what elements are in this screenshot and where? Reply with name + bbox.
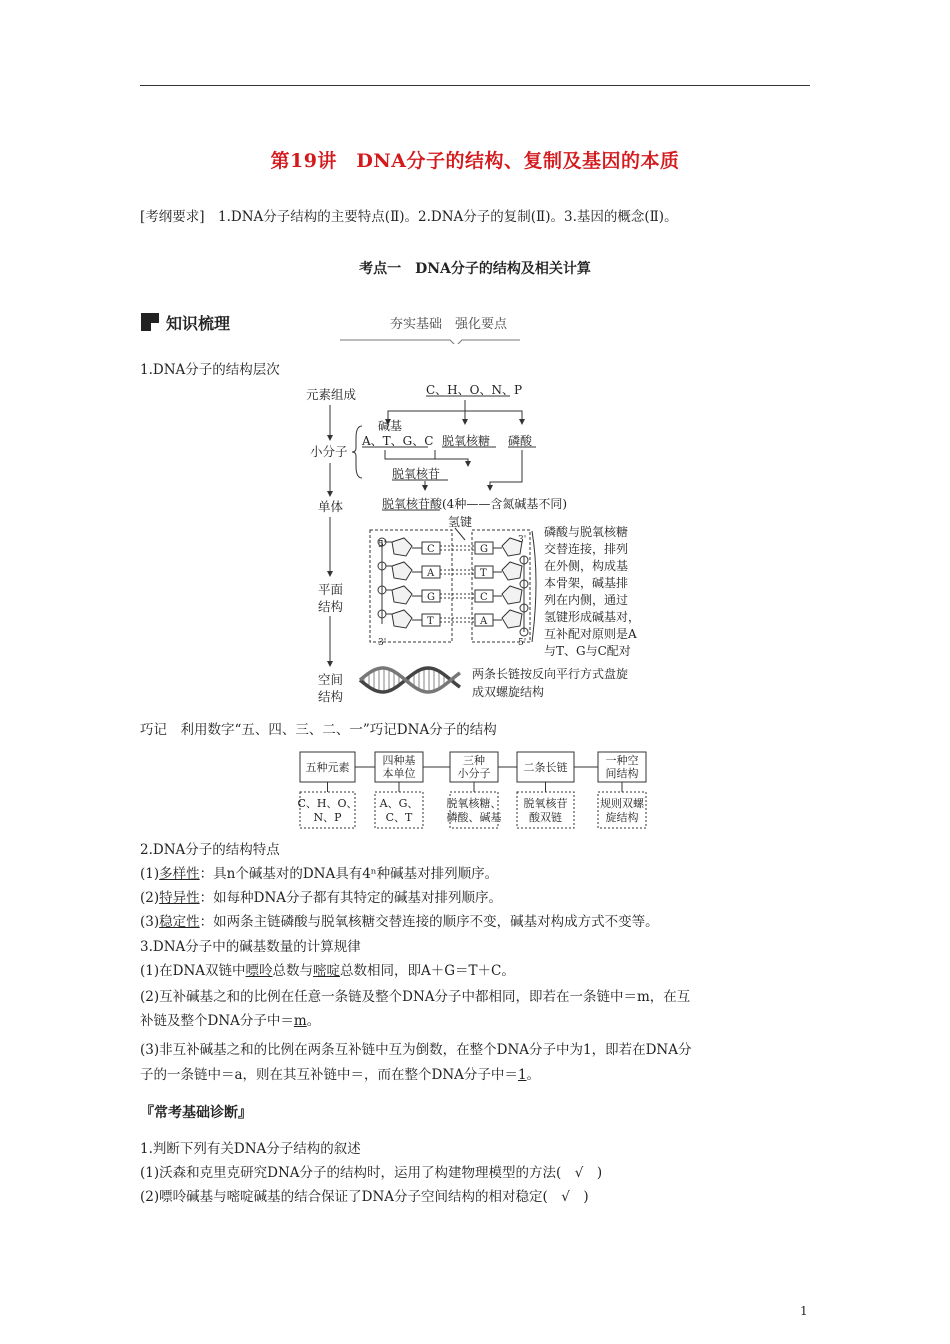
- mnemonic-top-text: 三种: [463, 754, 485, 767]
- level-small-molecule: 小分子: [310, 444, 348, 459]
- base-left-letter: A: [427, 568, 435, 579]
- dna-double-strand: [370, 530, 530, 642]
- question-1: (1)沃森和克里克研究DNA分子的结构时，运用了构建物理模型的方法( √ ): [140, 1165, 603, 1181]
- base-right-letter: C: [480, 592, 488, 603]
- side-text-0: 磷酸与脱氧核糖: [544, 525, 629, 539]
- dna-structure-diagram: [300, 380, 660, 715]
- top-rule: [140, 85, 810, 86]
- side-text-4: 列在内侧，通过: [544, 593, 629, 607]
- mnemonic-bottom-text: C、T: [385, 811, 413, 824]
- mnemonic-bottom-text: 脱氧核苷: [523, 797, 568, 810]
- text-span: 总数与: [272, 963, 314, 979]
- sugar-left: [392, 562, 412, 580]
- level-plane-2: 结构: [318, 599, 344, 614]
- para-2-title: 2.DNA分子的结构特点: [140, 842, 280, 858]
- question-title: 1.判断下列有关DNA分子结构的叙述: [140, 1141, 361, 1157]
- text-span: 补链及整个DNA分子中＝: [140, 1013, 294, 1029]
- sugar-left: [392, 586, 412, 604]
- helix-strand-2: [360, 668, 460, 692]
- text-span: 总数相同，即A＋G＝T＋C。: [340, 963, 515, 979]
- side-text-1: 交替连接，排列: [544, 542, 629, 556]
- sugar-right: [502, 562, 522, 580]
- base-label: 碱基: [378, 419, 403, 433]
- text-span: 子的一条链中＝a，则在其互补链中＝，而在整个DNA分子中＝: [140, 1067, 518, 1083]
- section-heading: 考点一 DNA分子的结构及相关计算: [359, 261, 591, 277]
- section-subtitle: 夯实基础 强化要点: [390, 317, 508, 332]
- section-label: 知识梳理: [166, 314, 231, 333]
- side-text-2: 在外侧，构成基: [544, 559, 629, 573]
- mnemonic-top-text: 五种元素: [305, 761, 350, 774]
- base-right-letter: T: [480, 568, 487, 579]
- keyword-purine: 嘌呤: [245, 963, 273, 979]
- text-span: 。: [306, 1013, 321, 1029]
- sugar-left: [392, 538, 412, 556]
- sugar-left: [392, 610, 412, 628]
- side-text-5: 氢键形成碱基对，: [544, 610, 641, 624]
- mnemonic-bottom-text: 磷酸、碱基: [446, 811, 502, 824]
- mnemonic-top-text: 小分子: [457, 767, 491, 780]
- item-text: ：如两条主链磷酸与脱氧核糖交替连接的顺序不变，碱基对构成方式不变等。: [199, 914, 659, 930]
- elements-text: C、H、O、N、P: [426, 383, 523, 397]
- phosphate-text: 磷酸: [508, 434, 533, 448]
- mnemonic-top-text: 本单位: [382, 767, 416, 780]
- page-title: 第19讲 DNA分子的结构、复制及基因的本质: [270, 150, 680, 172]
- keyword-diversity: 多样性: [159, 866, 200, 882]
- item-prefix: (3): [140, 914, 160, 930]
- mnemonic-bottom-text: N、P: [313, 811, 342, 824]
- para-3-3a: (3)非互补碱基之和的比例在两条互补链中互为倒数，在整个DNA分子中为1，即若在DNA分: [140, 1042, 692, 1058]
- side-text-3: 本骨架，碱基排: [544, 576, 629, 590]
- helix-strand-1: [360, 668, 460, 692]
- level-element: 元素组成: [306, 387, 357, 402]
- exam-requirements: [考纲要求] 1.DNA分子结构的主要特点(Ⅱ)。2.DNA分子的复制(Ⅱ)。3.基因的概念(Ⅱ)。: [140, 209, 678, 225]
- text-span: (1)在DNA双链中: [140, 963, 246, 979]
- nucleotide-text: 脱氧核苷酸(4种——含氮碱基不同): [382, 497, 567, 511]
- sugar-text: 脱氧核糖: [442, 434, 491, 448]
- mnemonic-bottom-text: A、G、: [379, 797, 419, 810]
- page-number: 1: [800, 1304, 808, 1318]
- base-left-letter: C: [427, 544, 435, 555]
- nucleoside-text: 脱氧核苷: [392, 467, 441, 481]
- item-text: ：如每种DNA分子都有其特定的碱基对排列顺序。: [199, 890, 503, 906]
- para-3-3b: [140, 1065, 540, 1085]
- knowledge-section-header: [140, 310, 520, 340]
- level-space-1: 空间: [318, 672, 344, 687]
- mnemonic-bottom-text: C、H、O、: [297, 797, 358, 810]
- keyword-specificity: 特异性: [159, 890, 200, 906]
- keyword-one: 1: [517, 1067, 527, 1083]
- mnemonic-top-text: 二条长链: [523, 761, 568, 774]
- bases-text: A、T、G、C: [362, 434, 434, 448]
- mnemonic-boxes: [295, 748, 655, 832]
- label-5prime-top: 5': [378, 540, 387, 550]
- mnemonic-top-text: 一种空: [605, 754, 639, 767]
- item-prefix: (1): [140, 866, 160, 882]
- helix-text-0: 两条长链按反向平行方式盘旋: [472, 667, 629, 681]
- keyword-stability: 稳定性: [159, 914, 200, 930]
- hydrogen-bond-label: 氢键: [448, 515, 473, 529]
- keyword-pyrimidine: 嘧啶: [313, 963, 341, 979]
- text-span: 。: [526, 1067, 541, 1083]
- level-space-2: 结构: [318, 689, 344, 704]
- mnemonic-top-text: 间结构: [605, 767, 639, 780]
- level-monomer: 单体: [318, 499, 344, 514]
- label-3prime-top: 3': [518, 535, 527, 545]
- base-right-letter: A: [480, 616, 488, 627]
- item-text: ：具n个碱基对的DNA具有4ⁿ种碱基对排列顺序。: [199, 866, 499, 882]
- para-3-2a: (2)互补碱基之和的比例在任意一条链及整个DNA分子中都相同，即若在一条链中＝m，在互: [140, 989, 691, 1005]
- label-5prime-bottom: 5': [518, 638, 527, 648]
- para-3-title: 3.DNA分子中的碱基数量的计算规律: [140, 939, 361, 955]
- item-prefix: (2): [140, 890, 160, 906]
- sugar-right: [502, 586, 522, 604]
- mnemonic-bottom-text: 旋结构: [605, 811, 639, 824]
- para-2-3: [140, 912, 659, 932]
- para-1-title: 1.DNA分子的结构层次: [140, 362, 280, 378]
- para-2-2: [140, 888, 502, 908]
- label-3prime-bottom: 3': [378, 638, 387, 648]
- mnemonic-bottom-text: 规则双螺: [600, 797, 644, 810]
- keyword-m: m: [293, 1013, 307, 1029]
- side-text-6: 互补配对原则是A: [544, 627, 637, 641]
- double-helix-image: [360, 668, 460, 692]
- level-plane-1: 平面: [318, 582, 344, 597]
- side-text-7: 与T、G与C配对: [544, 644, 631, 658]
- mnemonic-bottom-text: 脱氧核糖、: [446, 797, 502, 810]
- question-2: (2)嘌呤碱基与嘧啶碱基的结合保证了DNA分子空间结构的相对稳定( √ ): [140, 1189, 589, 1205]
- base-left-letter: G: [427, 592, 435, 603]
- para-3-1: [140, 961, 515, 981]
- para-3-2b: [140, 1011, 320, 1031]
- para-2-1: [140, 864, 498, 884]
- helix-text-1: 成双螺旋结构: [472, 685, 545, 699]
- base-left-letter: T: [427, 616, 434, 627]
- diagnosis-heading: 『常考基础诊断』: [140, 1105, 252, 1121]
- mnemonic-top-text: 四种基: [382, 754, 416, 767]
- base-right-letter: G: [480, 544, 488, 555]
- mnemonic: 巧记 利用数字“五、四、三、二、一”巧记DNA分子的结构: [140, 722, 497, 738]
- sugar-right: [502, 610, 522, 628]
- section-square-icon: [141, 313, 159, 331]
- mnemonic-bottom-text: 酸双链: [529, 811, 562, 824]
